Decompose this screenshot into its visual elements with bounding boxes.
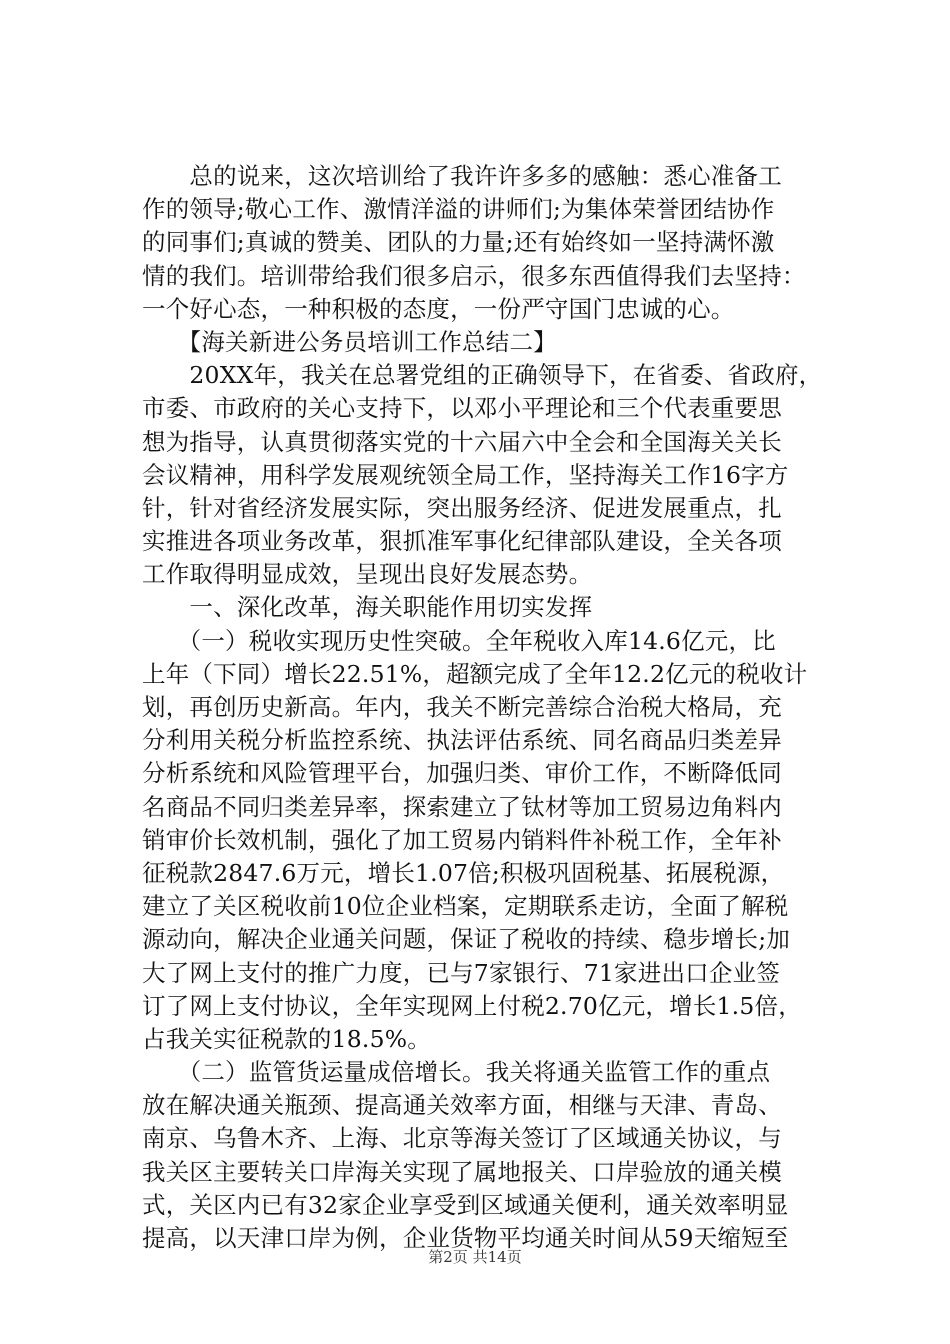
text-line: 作的领导;敬心工作、激情洋溢的讲师们;为集体荣誉团结协作 (142, 195, 775, 224)
text-line: 式，关区内已有32家企业享受到区域通关便利，通关效率明显 (142, 1190, 789, 1219)
text-line: 大了网上支付的推广力度，已与7家银行、71家进出口企业签 (142, 958, 780, 987)
text-line: 针，针对省经济发展实际，突出服务经济、促进发展重点，扎 (142, 493, 782, 522)
text-line: 源动向，解决企业通关问题，保证了税收的持续、稳步增长;加 (142, 925, 791, 954)
text-line: （二）监管货运量成倍增长。我关将通关监管工作的重点 (142, 1058, 771, 1087)
text-line: 提高，以天津口岸为例，企业货物平均通关时间从59天缩短至 (142, 1224, 789, 1252)
text-line: 工作取得明显成效，呈现出良好发展态势。 (142, 560, 593, 589)
text-line: 征税款2847.6万元，增长1.07倍;积极巩固税基、拓展税源， (142, 858, 785, 887)
text-line: 建立了关区税收前10位企业档案，定期联系走访，全面了解税 (142, 892, 789, 921)
text-line: 我关区主要转关口岸海关实现了属地报关、口岸验放的通关模 (142, 1157, 782, 1186)
text-line: 分利用关税分析监控系统、执法评估系统、同名商品归类差异 (142, 726, 782, 755)
text-line: 南京、乌鲁木齐、上海、北京等海关签订了区域通关协议，与 (142, 1124, 782, 1153)
text-line: （一）税收实现历史性突破。全年税收入库14.6亿元，比 (142, 626, 776, 655)
page-number-footer: 第2页 共14页 (428, 1248, 522, 1266)
text-line: 上年（下同）增长22.51%，超额完成了全年12.2亿元的税收计 (142, 659, 808, 688)
text-line: 实推进各项业务改革，狠抓准军事化纪律部队建设，全关各项 (142, 527, 782, 556)
subsection-heading: 一、深化改革，海关职能作用切实发挥 (142, 593, 593, 622)
text-line: 市委、市政府的关心支持下，以邓小平理论和三个代表重要思 (142, 394, 782, 423)
document-body (142, 160, 832, 1255)
text-line: 想为指导，认真贯彻落实党的十六届六中全会和全国海关关长 (142, 427, 782, 456)
text-line: 名商品不同归类差异率，探索建立了钛材等加工贸易边角料内 (142, 792, 782, 821)
text-line: 占我关实征税款的18.5%。 (142, 1024, 431, 1053)
text-line: 情的我们。培训带给我们很多启示，很多东西值得我们去坚持： (142, 261, 806, 290)
text-line: 一个好心态，一种积极的态度，一份严守国门忠诚的心。 (142, 294, 735, 323)
text-line: 总的说来，这次培训给了我许许多多的感触：悉心准备工 (142, 162, 782, 190)
text-line: 20XX年，我关在总署党组的正确领导下，在省委、省政府， (142, 361, 823, 390)
text-line: 划，再创历史新高。年内，我关不断完善综合治税大格局，充 (142, 693, 782, 721)
section-heading: 【海关新进公务员培训工作总结二】 (142, 327, 557, 356)
text-line: 的同事们;真诚的赞美、团队的力量;还有始终如一坚持满怀激 (142, 228, 775, 257)
text-line: 销审价长效机制，强化了加工贸易内销料件补税工作，全年补 (142, 825, 782, 854)
text-line: 会议精神，用科学发展观统领全局工作，坚持海关工作16字方 (142, 460, 789, 489)
text-line: 分析系统和风险管理平台，加强归类、审价工作，不断降低同 (142, 759, 782, 788)
text-line: 订了网上支付协议，全年实现网上付税2.70亿元，增长1.5倍， (142, 991, 802, 1020)
text-line: 放在解决通关瓶颈、提高通关效率方面，相继与天津、青岛、 (142, 1091, 782, 1120)
